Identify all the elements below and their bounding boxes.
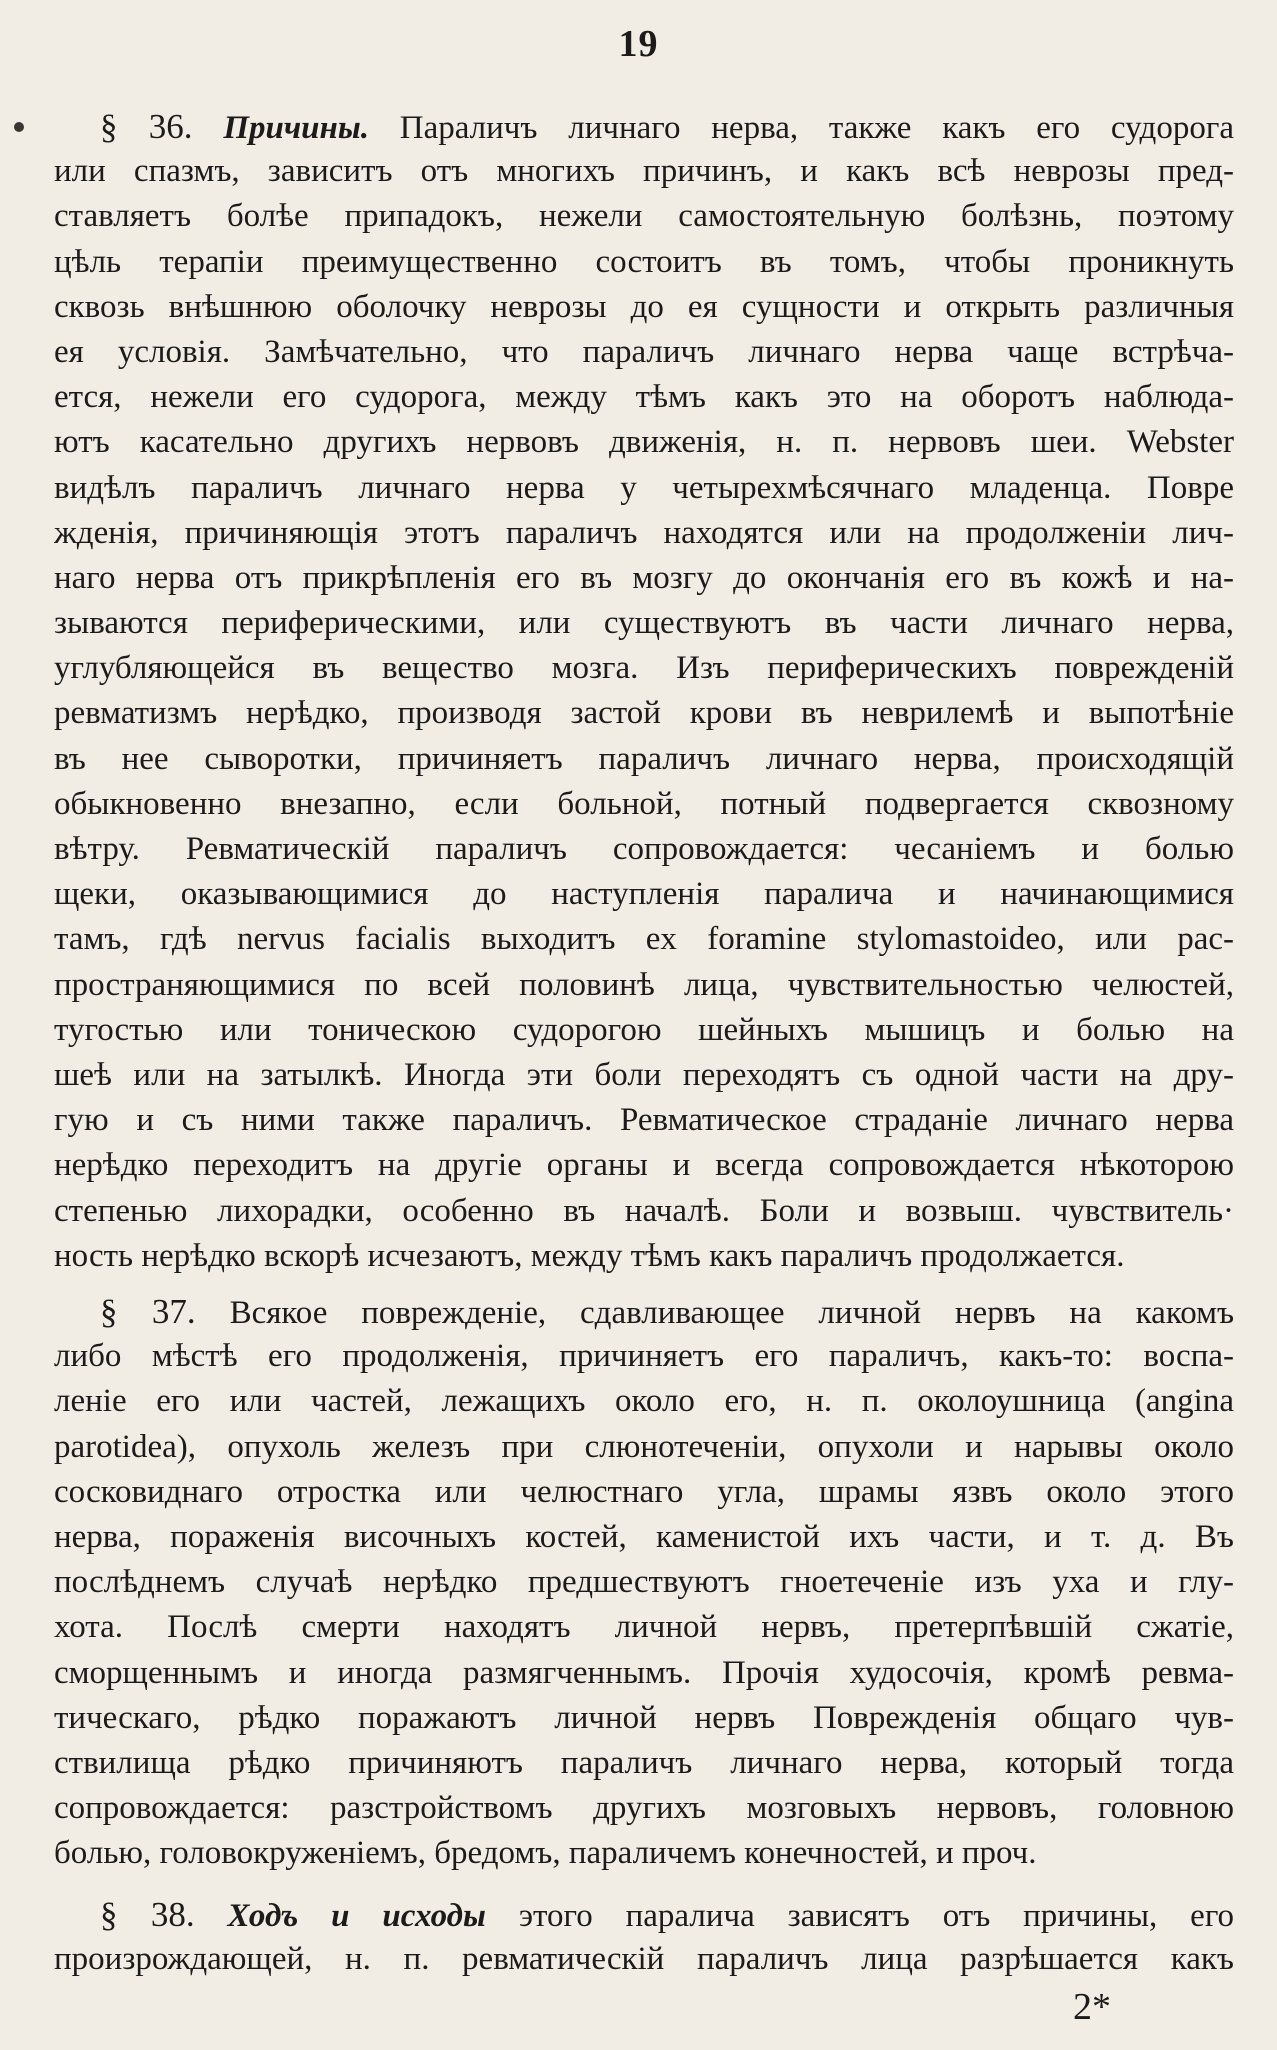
text-line: ея условія. Замѣчательно, что параличъ личнаго нерва чаще встрѣча- [54, 333, 1234, 370]
section-number: § 38. [100, 1895, 195, 1934]
text-line: или спазмъ, зависитъ отъ многихъ причинъ, и какъ всѣ неврозы пред- [54, 153, 1234, 190]
text-line [54, 1289, 1234, 1334]
text-line: углубляющейся въ вещество мозга. Изъ периферическихъ поврежденій [54, 650, 1234, 687]
paragraph-36 [54, 104, 1234, 1279]
text-line: гую и съ ними также параличъ. Ревматическое страданіе личнаго нерва [54, 1102, 1234, 1139]
page-number: 19 [618, 23, 659, 65]
text-line: послѣднемъ случаѣ нерѣдко предшествуютъ гноетеченіе изъ уха и глу- [54, 1564, 1234, 1601]
section-title: Причины. [223, 110, 369, 146]
text-line: видѣлъ параличъ личнаго нерва у четырехмѣсячнаго младенца. Повре [54, 469, 1234, 506]
text-line: хота. Послѣ смерти находятъ личной нервъ, претерпѣвшій сжатіе, [54, 1609, 1234, 1646]
line-text: этого паралича зависятъ отъ причины, его [518, 1898, 1234, 1934]
text-line: вѣтру. Ревматическій параличъ сопровождается: чесаніемъ и болью [54, 831, 1234, 867]
section-number: § 37. [100, 1292, 196, 1331]
text-line: либо мѣстѣ его продолженія, причиняетъ его параличъ, какъ-то: воспа- [54, 1338, 1234, 1375]
text-line: въ нее сыворотки, причиняетъ параличъ личнаго нерва, происходящій [54, 740, 1234, 777]
text-line: тамъ, гдѣ nervus facialis выходитъ ex foramine stylomastoideo, или рас- [54, 921, 1234, 958]
text-line: ется, нежели его судорога, между тѣмъ какъ это на оборотъ наблюда- [54, 379, 1234, 416]
text-line: ревматизмъ нерѣдко, производя застой крови въ неврилемѣ и выпотѣніе [54, 695, 1234, 732]
text-line: обыкновенно внезапно, если больной, потный подвергается сквозному [54, 785, 1234, 822]
text-line: щеки, оказывающимися до наступленія паралича и начинающимися [54, 876, 1234, 913]
text-line: нерва, пораженія височныхъ костей, каменистой ихъ части, и т. д. Въ [54, 1518, 1234, 1555]
text-line: произрождающей, н. п. ревматическій параличъ лица разрѣшается какъ [54, 1941, 1234, 1978]
text-line: ставляетъ болѣе припадокъ, нежели самостоятельную болѣзнь, поэтому [54, 198, 1234, 235]
text-line: жденія, причиняющія этотъ параличъ находятся или на продолженіи лич- [54, 514, 1234, 551]
text-line: ность нерѣдко вскорѣ исчезаютъ, между тѣмъ какъ параличъ продолжается. [54, 1237, 1125, 1274]
paragraph-37 [54, 1289, 1234, 1876]
text-line [54, 104, 1234, 149]
text-line: сопровождается: разстройствомъ другихъ мозговыхъ нервовъ, головною [54, 1790, 1234, 1827]
text-line: наго нерва отъ прикрѣпленія его въ мозгу до окончанія его въ кожѣ и на- [54, 559, 1234, 596]
section-title: Ходъ и исходы [227, 1898, 486, 1934]
text-line: цѣль терапіи преимущественно состоитъ въ томъ, чтобы проникнуть [54, 243, 1234, 280]
text-line: нерѣдко переходитъ на другіе органы и всегда сопровождается нѣкоторою [54, 1147, 1234, 1184]
text-line: parotidea), опухоль железъ при слюнотеченіи, опухоли и нарывы около [54, 1428, 1234, 1465]
signature-mark: 2* [1073, 1986, 1111, 2028]
text-line: зываются периферическими, или существуютъ въ части личнаго нерва, [54, 605, 1234, 642]
text-line [54, 1892, 1234, 1937]
paragraph-38 [54, 1892, 1234, 1982]
text-line: степенью лихорадки, особенно въ началѣ. Боли и возвыш. чувствитель· [54, 1192, 1234, 1229]
margin-dot-mark [14, 122, 24, 132]
text-line: болью, головокруженіемъ, бредомъ, параличемъ конечностей, и проч. [54, 1835, 1037, 1872]
section-number: § 36. [100, 107, 193, 146]
text-line: тическаго, рѣдко поражаютъ личной нервъ Поврежденія общаго чув- [54, 1699, 1234, 1736]
text-line: сквозь внѣшнюю оболочку неврозы до ея сущности и открыть различныя [54, 288, 1234, 325]
line-text: Всякое поврежденіе, сдавливающее личной нервъ на какомъ [229, 1295, 1234, 1331]
text-line: леніе его или частей, лежащихъ около его, н. п. околоушница (angina [54, 1383, 1234, 1420]
line-text: Параличъ личнаго нерва, также какъ его судорога [399, 110, 1234, 146]
text-line: шеѣ или на затылкѣ. Иногда эти боли переходятъ съ одной части на дру- [54, 1056, 1234, 1093]
text-line: тугостью или тоническою судорогою шейныхъ мышицъ и болью на [54, 1011, 1234, 1048]
text-line: сосковиднаго отростка или челюстнаго угла, шрамы язвъ около этого [54, 1473, 1234, 1510]
text-line: сморщеннымъ и иногда размягченнымъ. Прочія худосочія, кромѣ ревма- [54, 1654, 1234, 1691]
text-line: ютъ касательно другихъ нервовъ движенія, н. п. нервовъ шеи. Webster [54, 424, 1234, 461]
text-line: пространяющимися по всей половинѣ лица, чувствительностью челюстей, [54, 966, 1234, 1003]
text-line: ствилища рѣдко причиняютъ параличъ личнаго нерва, который тогда [54, 1744, 1234, 1781]
